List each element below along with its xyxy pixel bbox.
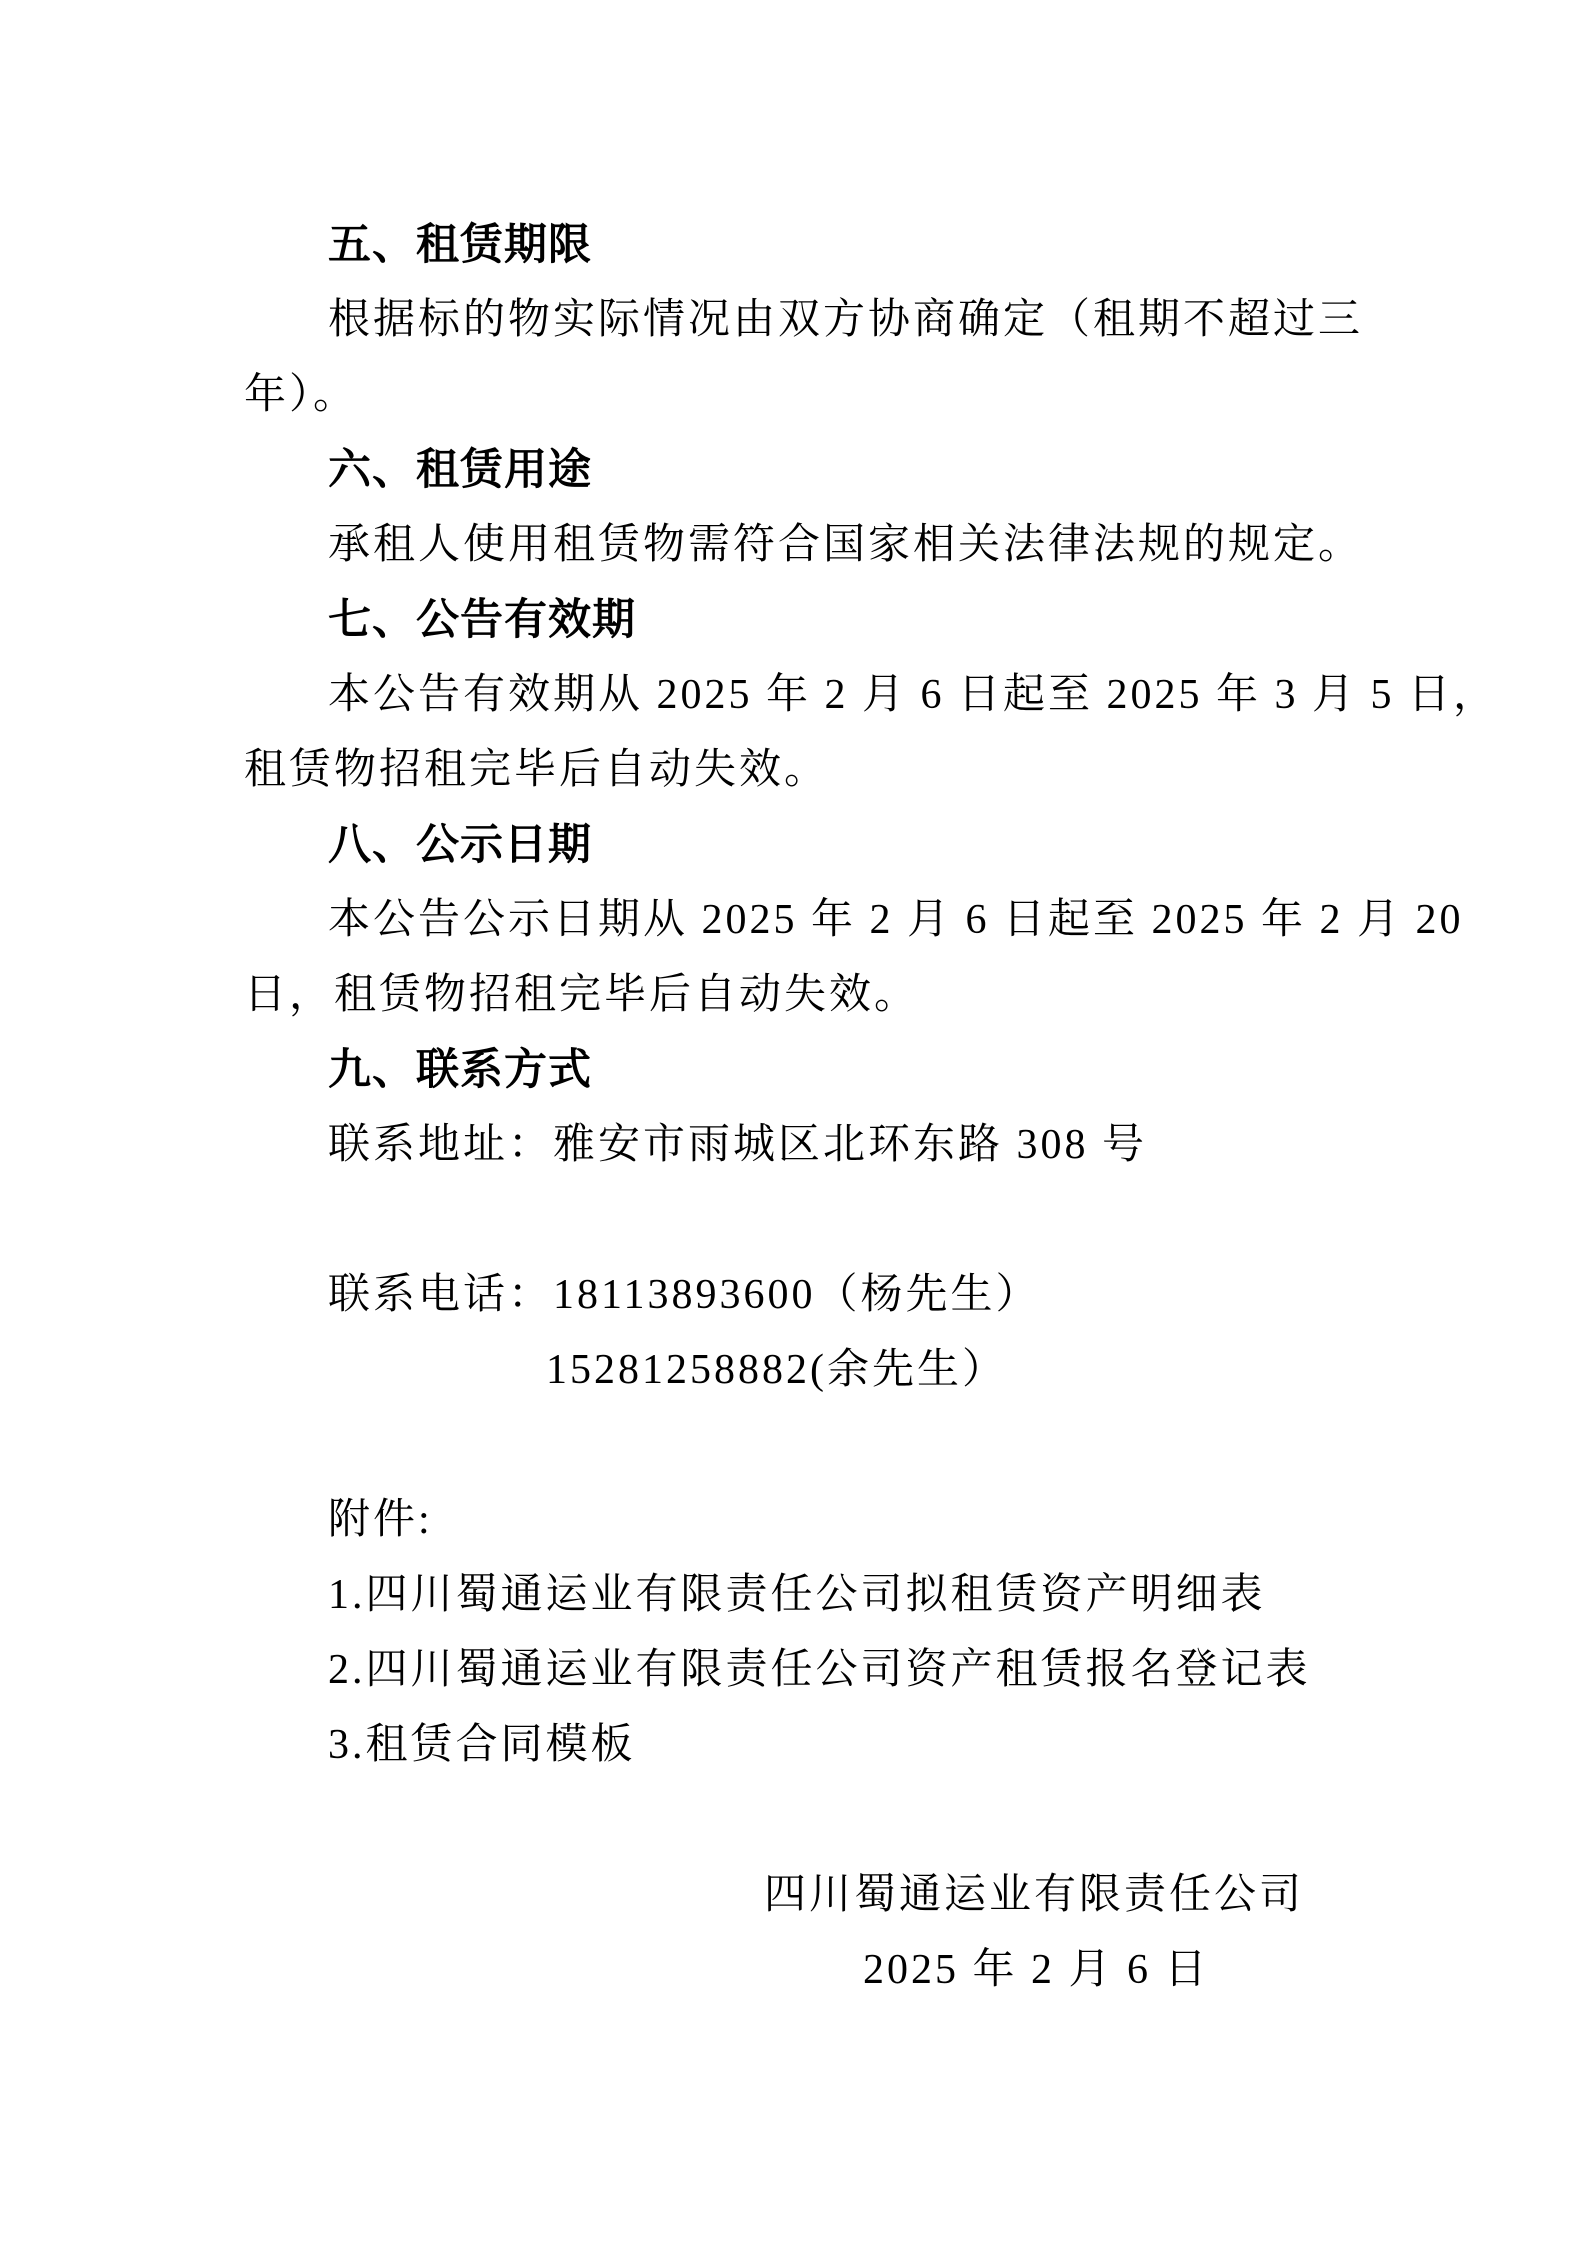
contact-address-line: 联系地址：雅安市雨城区北环东路 308 号: [328, 1122, 1148, 1168]
paragraph-line: 日，租赁物招租完毕后自动失效。: [244, 972, 920, 1018]
paragraph-line: 根据标的物实际情况由双方协商确定（租期不超过三: [328, 297, 1364, 343]
section-heading-validity-period: 七、公告有效期: [328, 596, 636, 644]
signature-company: 四川蜀通运业有限责任公司: [764, 1872, 1305, 1918]
paragraph-line: 承租人使用租赁物需符合国家相关法律法规的规定。: [328, 522, 1364, 568]
contact-phone-line: 联系电话：18113893600（杨先生）: [328, 1272, 1041, 1318]
document-content: [244, 208, 1499, 2008]
blank-line: [244, 1408, 1444, 1483]
paragraph-line: 本公告公示日期从 2025 年 2 月 6 日起至 2025 年 2 月 20: [328, 897, 1464, 943]
section-heading-publicity-date: 八、公示日期: [328, 821, 592, 869]
attachment-item-2: 2.四川蜀通运业有限责任公司资产租赁报名登记表: [328, 1647, 1311, 1693]
section-heading-lease-purpose: 六、租赁用途: [328, 446, 592, 494]
attachment-item-1: 1.四川蜀通运业有限责任公司拟租赁资产明细表: [328, 1572, 1266, 1618]
section-heading-lease-term: 五、租赁期限: [328, 221, 592, 269]
blank-line: [244, 1783, 1444, 1858]
section-heading-contact-info: 九、联系方式: [328, 1046, 592, 1094]
attachments-label: 附件:: [328, 1497, 433, 1543]
attachment-item-3: 3.租赁合同模板: [328, 1722, 636, 1768]
signature-date: 2025 年 2 月 6 日: [863, 1947, 1210, 1993]
blank-line: [244, 1183, 1444, 1258]
paragraph-line: 年）。: [244, 372, 359, 418]
contact-phone-line-2: 15281258882(余先生）: [546, 1347, 1007, 1393]
paragraph-line: 本公告有效期从 2025 年 2 月 6 日起至 2025 年 3 月 5 日，: [328, 672, 1499, 718]
paragraph-line: 租赁物招租完毕后自动失效。: [244, 747, 830, 793]
